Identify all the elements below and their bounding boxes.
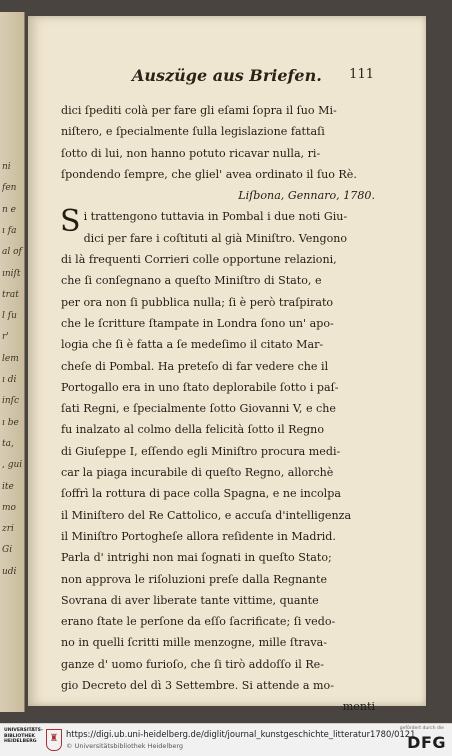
text-line: niſtero, e ſpecialmente ſulla legislazione fattaſi [61, 125, 325, 139]
catchword: menti [342, 700, 375, 714]
previous-page-fragment: al of [2, 247, 22, 258]
page-header [28, 66, 426, 90]
previous-page-fragment: ı be [2, 417, 19, 428]
previous-page-fragment: udi [2, 566, 17, 577]
text-line: Sovrana di aver liberate tante vittime, quante [61, 593, 319, 607]
viewer-footer [0, 723, 452, 756]
text-line: ſoffrì la rottura di pace colla Spagna, e ne incolpa [61, 487, 341, 501]
text-line: logia che ſi è fatta a ſe medeſimo il citato Mar- [61, 338, 324, 352]
previous-page-fragment: zri [2, 524, 14, 535]
logo-line: UNIVERSITÄTS- [4, 728, 43, 733]
previous-page-fragment: inſc [2, 396, 20, 407]
book-page [28, 16, 426, 714]
heidelberg-crest-icon: ♜ [46, 729, 62, 751]
previous-page-fragment: ıniſt [2, 268, 21, 279]
previous-page-fragment: r' [2, 332, 9, 343]
previous-page-fragment: ni [2, 162, 11, 172]
paragraph-two [61, 206, 375, 696]
text-line: dici per fare i coſtituti al già Miniſtro. Vengono [83, 231, 348, 245]
text-line: dici ſpediti colà per fare gli eſami ſopra il ſuo Mi- [61, 104, 337, 117]
text-line: di là frequenti Corrieri colle opportune relazioni, [61, 253, 337, 267]
previous-page-fragment: mo [2, 502, 16, 513]
university-library-logo [4, 728, 46, 752]
previous-page-fragment: ta, [2, 438, 14, 449]
text-line: i trattengono tuttavia in Pombal i due noti Giu- [83, 210, 348, 224]
text-line: di Giuſeppe I, eſſendo egli Miniſtro procura medi- [61, 444, 341, 458]
previous-page-fragment: ı di [2, 375, 17, 385]
copyright-notice: © Universitätsbibliothek Heidelberg [66, 742, 184, 750]
previous-page-fragment: ı fa [2, 225, 17, 236]
text-line: fu inalzato al colmo della felicità ſotto il Regno [61, 423, 325, 437]
dfg-logo: DFG [407, 733, 446, 752]
text-line: no in quelli ſcritti mille menzogne, mille ſtrava- [61, 636, 327, 650]
permalink-url[interactable]: https://digi.ub.uni-heidelberg.de/diglit/journal_kunstgeschichte_litteratur1780/0121 [66, 729, 416, 739]
previous-page-fragment: fen [2, 183, 17, 194]
previous-page-fragment: trat [2, 289, 19, 300]
previous-page-fragment: n e [2, 204, 16, 215]
text-line: Portogallo era in uno ſtato deplorabile ſotto i paſ- [61, 380, 339, 394]
letter-dateline: Liſbona, Gennaro, 1780. [238, 189, 375, 203]
text-line: non approva le riſoluzioni preſe dalla Regnante [61, 572, 328, 586]
text-line: il Miniſtero del Re Cattolico, e accuſa d'intelligenza [61, 508, 352, 522]
logo-line: BIBLIOTHEK [4, 733, 35, 739]
previous-page-fragment: , gui [2, 460, 23, 471]
text-line: cheſe di Pombal. Ha preteſo di far vedere che il [61, 359, 329, 373]
page-number: 111 [349, 67, 374, 82]
text-line: che ſi conſegnano a queſto Miniſtro di Stato, e [61, 274, 322, 288]
funded-by-label: gefördert durch die [399, 726, 444, 731]
text-line: ſpondendo ſempre, che gliel' avea ordinato il ſuo Rè. [61, 167, 357, 181]
text-line: gio Decreto del dì 3 Settembre. Si attende a mo- [61, 679, 334, 693]
previous-page-fragment: lem [2, 353, 19, 364]
text-line: ſotto di lui, non hanno potuto ricavar nulla, ri- [61, 146, 321, 160]
text-line: il Miniſtro Portogheſe allora reſidente in Madrid. [61, 529, 336, 543]
text-line: Parla d' intrighi non mai ſognati in queſto Stato; [61, 551, 332, 565]
running-title: Auszüge aus Briefen. [132, 66, 322, 85]
previous-page-fragment: ite [2, 481, 14, 492]
previous-page-fragment: l ſu [2, 311, 17, 322]
previous-page-fragment: Gi [2, 545, 13, 556]
text-line: per ora non ſi pubblica nulla; ſi è però traſpirato [61, 295, 334, 309]
text-line: erano ſtate le perſone da eſſo ſacrificate; ſi vedo- [61, 615, 336, 629]
text-line: ſati Regni, e ſpecialmente ſotto Giovanni V, e che [61, 402, 336, 416]
drop-cap: S [60, 204, 81, 240]
text-line: car la piaga incurabile di queſto Regno, allorchè [61, 466, 334, 480]
previous-page-edge [0, 12, 25, 712]
text-line: ganze d' uomo furioſo, che ſi tirò addoſſo il Re- [61, 657, 324, 671]
body-text [61, 100, 375, 718]
text-line: che le ſcritture ſtampate in Londra ſono un' apo- [61, 316, 334, 330]
logo-line: HEIDELBERG [4, 739, 37, 744]
